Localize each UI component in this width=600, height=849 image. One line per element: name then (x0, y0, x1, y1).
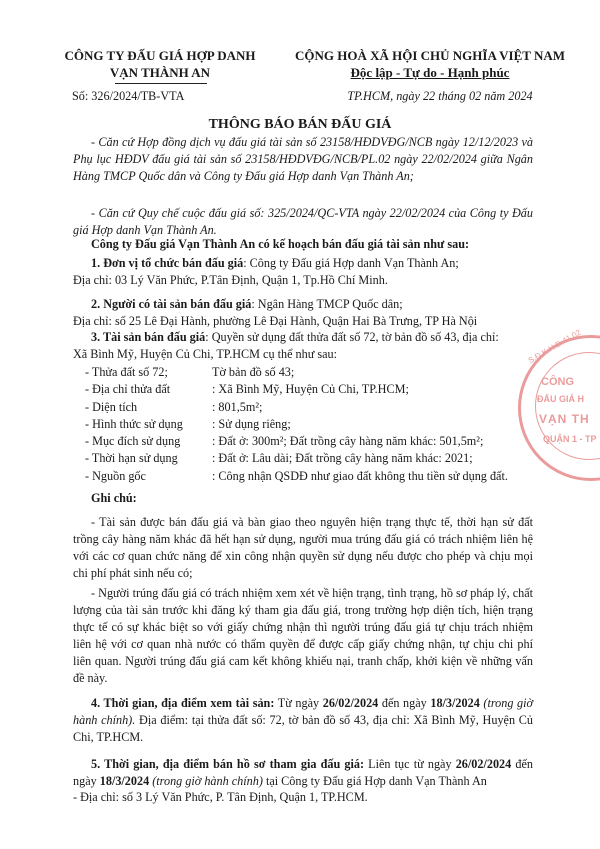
notes-paragraph-2: - Người trúng đấu giá có trách nhiệm xem xét về hiện trạng, tình trạng, hồ sơ pháp lý, chất lượng của tài sản trước khi đăng ký tham gia đấu giá, trong trường hợp diện tích, hiện trạng thực tế có sự khác biệt so với giấy chứng nhận thì người trúng đấu giá tự chịu trách nhiệm liên hệ với cơ quan nhà nước có thẩm quyền để được cấp giấy chứng nhận, tự chịu chi phí liên quan. Người trúng đấu giá cam kết không khiếu nại, tranh chấp, khởi kiện về những vấn đề này. (73, 586, 533, 685)
section-5-text-b: đến ngày (73, 757, 533, 788)
preamble-paragraph-1: - Căn cứ Hợp đồng dịch vụ đấu giá tài sản số 23158/HĐDVĐG/NCB ngày 12/12/2023 và Phụ lục HĐDV đấu giá tài sản số 23158/HĐDVĐG/NCB/PL.02 ngày 22/02/2024 giữa Ngân Hàng TMCP Quốc dân và Công ty Đấu giá Hợp danh Vạn Thành An; (73, 135, 533, 183)
section-2-line (91, 297, 551, 312)
stamp-text-4: QUẬN 1 - TP (543, 434, 597, 444)
table-row (85, 381, 508, 398)
stamp-text-2: ĐẤU GIÁ H (537, 394, 584, 404)
table-row (85, 364, 508, 381)
section-3-label: 3. Tài sản bán đấu giá (91, 330, 206, 344)
section-4-location: Địa điểm: tại thửa đất số: 72, tờ bản đồ số 43, địa chỉ: Xã Bình Mỹ, Huyện Củ Chi, TP.HCM. (73, 713, 533, 744)
table-row (85, 399, 508, 416)
section-2-label: 2. Người có tài sản bán đấu giá (91, 297, 252, 311)
section-4-text-a: Từ ngày (274, 696, 323, 710)
row-value: : 801,5m²; (212, 399, 263, 414)
table-row (85, 416, 508, 433)
notes-paragraph-1: - Tài sản được bán đấu giá và bàn giao theo nguyên hiện trạng thực tế, thời hạn sử đất trồng cây hàng năm khác đã hết hạn sử dụng, người mua trúng đấu giá có trách nhiệm liên hệ với các cơ quan chức năng để xin công nhận quyền sử dụng nếu được cho phép và chịu mọi chi phí phát sinh nếu có; (73, 515, 533, 580)
table-row (85, 433, 508, 450)
section-5-end-date: 18/3/2024 (99, 774, 150, 788)
section-2-address: Địa chỉ: số 25 Lê Đại Hành, phường Lê Đại Hành, Quận Hai Bà Trưng, TP Hà Nội (73, 314, 478, 328)
section-1-value: : Công ty Đấu giá Hợp danh Vạn Thành An; (243, 256, 459, 270)
section-4-start-date: 26/02/2024 (322, 696, 379, 710)
national-heading: CỘNG HOÀ XÃ HỘI CHỦ NGHĨA VIỆT NAM (294, 48, 566, 63)
row-key: - Nguồn gốc (85, 468, 146, 483)
section-4-office-hours: (trong giờ hành chính). (73, 696, 534, 727)
place-date: TP.HCM, ngày 22 tháng 02 năm 2024 (347, 89, 533, 103)
stamp-text-3: VẠN TH (539, 412, 590, 426)
intro-line: Công ty Đấu giá Vạn Thành An có kế hoạch bán đấu giá tài sản như sau: (91, 237, 470, 251)
row-key: - Địa chỉ thửa đất (85, 382, 171, 397)
section-1-address: Địa chỉ: 03 Lý Văn Phức, P.Tân Định, Quận 1, Tp.Hồ Chí Minh. (73, 273, 388, 287)
section-4-text-b: đến ngày (378, 696, 431, 710)
row-key: - Mục đích sử dụng (85, 434, 181, 449)
section-5-address: - Địa chỉ: số 3 Lý Văn Phức, P. Tân Định, Quận 1, TP.HCM. (73, 790, 368, 804)
preamble-paragraph-2: - Căn cứ Quy chế cuộc đấu giá số: 325/2024/QC-VTA ngày 22/02/2024 của Công ty Đấu giá Hợp danh Vạn Thành An. (73, 206, 533, 237)
section-5-office-hours: (trong giờ hành chính) (149, 774, 263, 788)
section-3-value: : Quyền sử dụng đất thửa đất số 72, tờ bản đồ số 43, địa chỉ: (205, 330, 499, 344)
row-key: - Hình thức sử dụng (85, 416, 183, 431)
section-4-paragraph (73, 695, 533, 746)
property-details-table (85, 364, 508, 485)
section-5-text-a: Liên tục từ ngày (364, 757, 456, 771)
section-5-start-date: 26/02/2024 (455, 757, 512, 771)
stamp-rim-text: S.Đ.K.H.Đ:41.02 (526, 327, 583, 366)
section-3-line (91, 330, 551, 345)
section-5-paragraph (73, 756, 533, 790)
notes-heading: Ghi chú: (91, 491, 137, 505)
section-4-end-date: 18/3/2024 (430, 696, 480, 710)
row-value: : Công nhận QSDĐ như giao đất không thu tiền sử dụng đất. (212, 468, 508, 483)
row-value: : Sử dụng riêng; (212, 416, 291, 431)
company-underline (115, 83, 207, 84)
company-name: CÔNG TY ĐẤU GIÁ HỢP DANH (64, 48, 256, 63)
document-number: Số: 326/2024/TB-VTA (72, 89, 185, 103)
table-row (85, 468, 508, 485)
section-4-label: 4. Thời gian, địa điểm xem tài sản: (91, 696, 275, 710)
national-motto: Độc lập - Tự do - Hạnh phúc (350, 65, 510, 80)
company-stamp (518, 327, 600, 481)
company-name-line2: VẠN THÀNH AN (109, 65, 211, 80)
section-2-value: : Ngân Hàng TMCP Quốc dân; (251, 297, 403, 311)
row-key: - Diện tích (85, 399, 138, 414)
table-row (85, 450, 508, 467)
section-5-label: 5. Thời gian, địa điểm bán hồ sơ tham gia đấu giá: (91, 757, 365, 771)
row-key: - Thửa đất số 72; (85, 365, 168, 379)
row-value: Tờ bản đồ số 43; (212, 365, 295, 379)
row-value: : Đất ở: 300m²; Đất trồng cây hàng năm khác: 501,5m²; (212, 434, 484, 449)
section-1-label: 1. Đơn vị tổ chức bán đấu giá (91, 256, 244, 270)
page-title: THÔNG BÁO BÁN ĐẤU GIÁ (208, 117, 392, 132)
section-3-line-2: Xã Bình Mỹ, Huyện Củ Chi, TP.HCM cụ thể như sau: (73, 347, 338, 361)
section-5-location: tại Công ty Đấu giá Hợp danh Vạn Thành An (262, 774, 487, 788)
row-value: : Đất ở: Lâu dài; Đất trồng cây hàng năm khác: 2021; (212, 451, 473, 466)
row-value: : Xã Bình Mỹ, Huyện Củ Chi, TP.HCM; (212, 382, 409, 397)
section-1-line (91, 256, 551, 271)
stamp-text-1: CÔNG (541, 376, 574, 388)
row-key: - Thời hạn sử dụng (85, 451, 178, 466)
